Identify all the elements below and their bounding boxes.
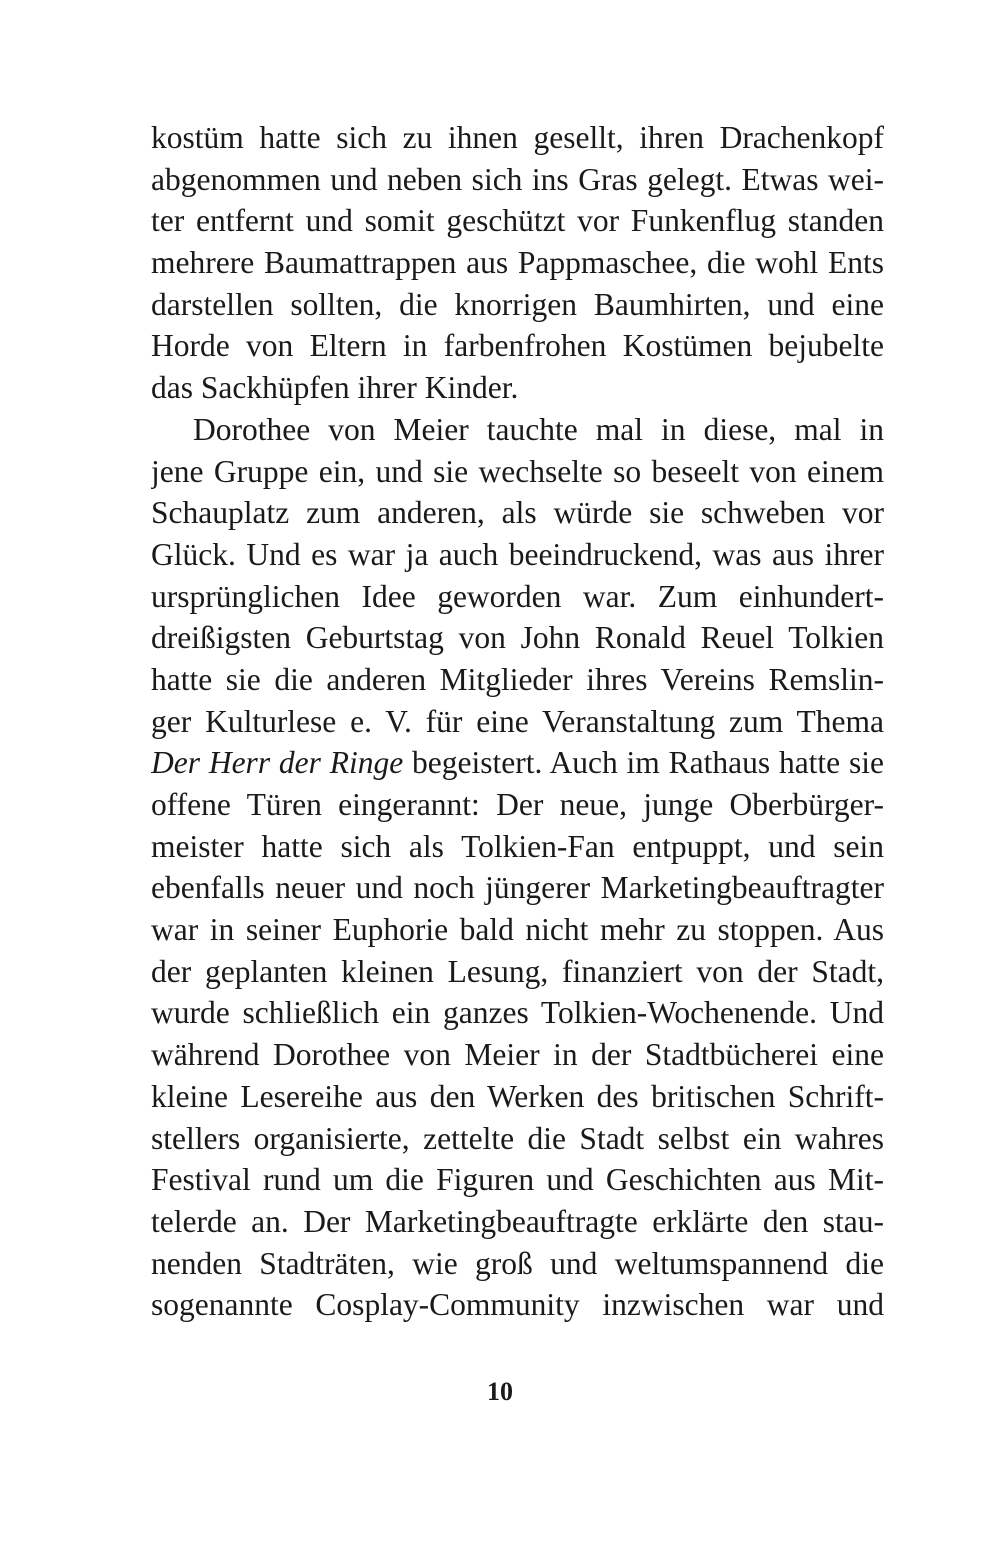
text-line: kostüm hatte sich zu ihnen gesellt, ihren Drachenkopf (151, 120, 884, 155)
text-line (151, 742, 884, 784)
text-line: Festival rund um die Figuren und Geschichten aus Mit- (151, 1162, 884, 1198)
text-line: mehrere Baumattrappen aus Pappmaschee, die wohl Ents (151, 245, 884, 281)
text-line: während Dorothee von Meier in der Stadtbücherei eine (151, 1037, 884, 1073)
text-line: war in seiner Euphorie bald nicht mehr zu stoppen. Aus (151, 912, 884, 948)
text-line: wurde schließlich ein ganzes Tolkien-Wochenende. Und (151, 995, 884, 1031)
text-line: der geplanten kleinen Lesung, finanziert von der Stadt, (151, 953, 884, 989)
page-body (151, 117, 884, 1326)
text-line: stellers organisierte, zettelte die Stadt selbst ein wahres (151, 1120, 884, 1156)
text-line: telerde an. Der Marketingbeauftragte erklärte den stau- (151, 1203, 884, 1239)
text-line: dreißigsten Geburtstag von John Ronald Reuel Tolkien (151, 620, 884, 656)
text-line: kleine Lesereihe aus den Werken des britischen Schrift- (151, 1078, 884, 1114)
paragraph-2 (151, 409, 884, 1326)
text-line: nenden Stadträten, wie groß und weltumspannend die (151, 1245, 884, 1281)
text-line: Glück. Und es war ja auch beeindruckend, was aus ihrer (151, 536, 884, 572)
book-title: Der Herr der Ringe (151, 745, 404, 781)
text-line: meister hatte sich als Tolkien-Fan entpuppt, und sein (151, 828, 884, 864)
text-line: ger Kulturlese e. V. für eine Veranstaltung zum Thema (151, 703, 884, 739)
text-line: ter entfernt und somit geschützt vor Funkenflug standen (151, 203, 884, 239)
page-number: 10 (487, 1377, 513, 1406)
text-line: abgenommen und neben sich ins Gras gelegt. Etwas wei- (151, 161, 884, 197)
text-line: Horde von Eltern in farbenfrohen Kostümen bejubelte (151, 328, 884, 364)
text-line: darstellen sollten, die knorrigen Baumhirten, und eine (151, 286, 884, 322)
text-line: jene Gruppe ein, und sie wechselte so beseelt von einem (151, 453, 884, 489)
text-line: sogenannte Cosplay-Community inzwischen war und (151, 1287, 884, 1323)
text-line: Schauplatz zum anderen, als würde sie schweben vor (151, 495, 884, 531)
text-line: offene Türen eingerannt: Der neue, junge Oberbürger- (151, 787, 884, 822)
text-line: hatte sie die anderen Mitglieder ihres Vereins Remslin- (151, 661, 884, 697)
text-line: das Sackhüpfen ihrer Kinder. (151, 370, 519, 406)
text-line: Dorothee von Meier tauchte mal in diese, mal in (193, 411, 884, 447)
text-fragment: begeistert. Auch im Rathaus hatte sie (403, 745, 884, 781)
text-line: ebenfalls neuer und noch jüngerer Marketingbeauftragter (151, 870, 884, 906)
text-line: ursprünglichen Idee geworden war. Zum einhundert- (151, 578, 884, 614)
paragraph-1 (151, 117, 884, 409)
